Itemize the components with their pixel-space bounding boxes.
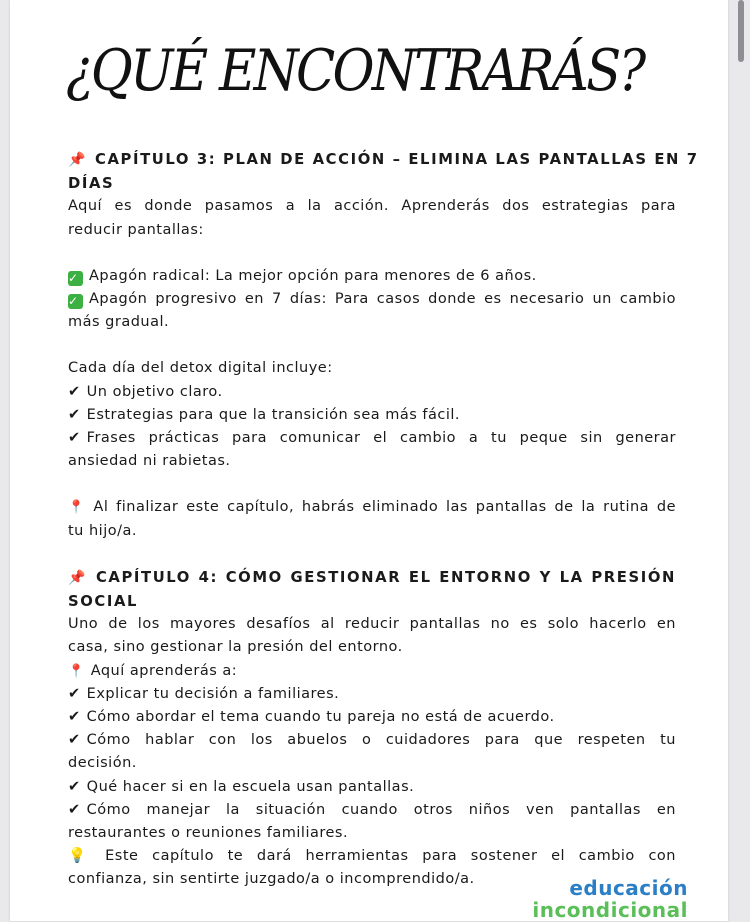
chapter-4-heading-cont: SOCIAL <box>68 593 139 611</box>
check-icon: ✓ <box>68 294 83 309</box>
learn-intro: 📍 Aquí aprenderás a: <box>68 662 238 679</box>
document-content <box>68 148 699 892</box>
list-item: ✔ Un objetivo claro. <box>68 383 223 400</box>
list-item-cont: restaurantes o reuniones familiares. <box>68 825 349 842</box>
lightbulb-icon: 💡 <box>68 848 96 865</box>
list-item: ✔ Estrategias para que la transición sea más fácil. <box>68 406 461 423</box>
list-item: ✔ Cómo hablar con los abuelos o cuidadores para que respeten tu <box>68 732 676 749</box>
checkmark-icon: ✔ <box>68 778 81 795</box>
option-progresivo-cont: más gradual. <box>68 314 170 331</box>
chapter-4-closing-cont: confianza, sin sentirte juzgado/a o incomprendido/a. <box>68 871 475 888</box>
chapter-4-heading: 📌 CAPÍTULO 4: CÓMO GESTIONAR EL ENTORNO Y LA PRESIÓN <box>68 568 676 586</box>
list-item: ✔ Cómo manejar la situación cuando otros niños ven pantallas en <box>68 801 676 818</box>
chapter-3-intro-cont: reducir pantallas: <box>68 221 204 238</box>
chapter-3-heading: 📌 CAPÍTULO 3: PLAN DE ACCIÓN – ELIMINA LAS PANTALLAS EN 7 <box>68 151 699 168</box>
checkmark-icon: ✔ <box>68 685 81 702</box>
chapter-3-closing-cont: tu hijo/a. <box>68 522 137 539</box>
checkmark-icon: ✔ <box>68 406 81 423</box>
list-item-cont: ansiedad ni rabietas. <box>68 453 231 470</box>
chapter-4-intro-cont: casa, sino gestionar la presión del entorno. <box>68 639 403 656</box>
scrollbar[interactable] <box>738 0 744 62</box>
checkmark-icon: ✔ <box>68 430 81 447</box>
chapter-4-closing: 💡 Este capítulo te dará herramientas para sostener el cambio con <box>68 848 676 865</box>
check-icon: ✓ <box>68 271 83 286</box>
chapter-4-intro: Uno de los mayores desafíos al reducir pantallas no es solo hacerlo en <box>68 616 676 633</box>
page-title: ¿QUÉ ENCONTRARÁS? <box>66 38 644 104</box>
pin-icon: 📌 <box>68 569 88 586</box>
checkmark-icon: ✔ <box>68 383 81 400</box>
list-item: ✔ Explicar tu decisión a familiares. <box>68 685 340 702</box>
detox-intro: Cada día del detox digital incluye: <box>68 360 333 377</box>
list-item: ✔ Cómo abordar el tema cuando tu pareja no está de acuerdo. <box>68 709 555 726</box>
location-pin-icon: 📍 <box>68 663 85 679</box>
pin-icon: 📌 <box>68 152 88 168</box>
chapter-3-heading-cont: DÍAS <box>68 175 115 193</box>
option-radical: ✓ Apagón radical: La mejor opción para menores de 6 años. <box>68 267 537 285</box>
logo-line-2: incondicional <box>532 898 688 922</box>
option-progresivo: ✓ Apagón progresivo en 7 días: Para casos donde es necesario un cambio <box>68 291 676 309</box>
checkmark-icon: ✔ <box>68 801 81 818</box>
checkmark-icon: ✔ <box>68 709 81 726</box>
logo-line-1: educación <box>569 876 688 900</box>
brand-logo <box>528 877 688 921</box>
chapter-3-closing: 📍 Al finalizar este capítulo, habrás eliminado las pantallas de la rutina de <box>68 499 677 516</box>
list-item: ✔ Frases prácticas para comunicar el cambio a tu peque sin generar <box>68 430 676 447</box>
list-item: ✔ Qué hacer si en la escuela usan pantallas. <box>68 778 415 795</box>
list-item-cont: decisión. <box>68 755 137 772</box>
checkmark-icon: ✔ <box>68 732 81 749</box>
chapter-3-intro: Aquí es donde pasamos a la acción. Aprenderás dos estrategias para <box>68 198 676 215</box>
location-pin-icon: 📍 <box>68 500 88 516</box>
